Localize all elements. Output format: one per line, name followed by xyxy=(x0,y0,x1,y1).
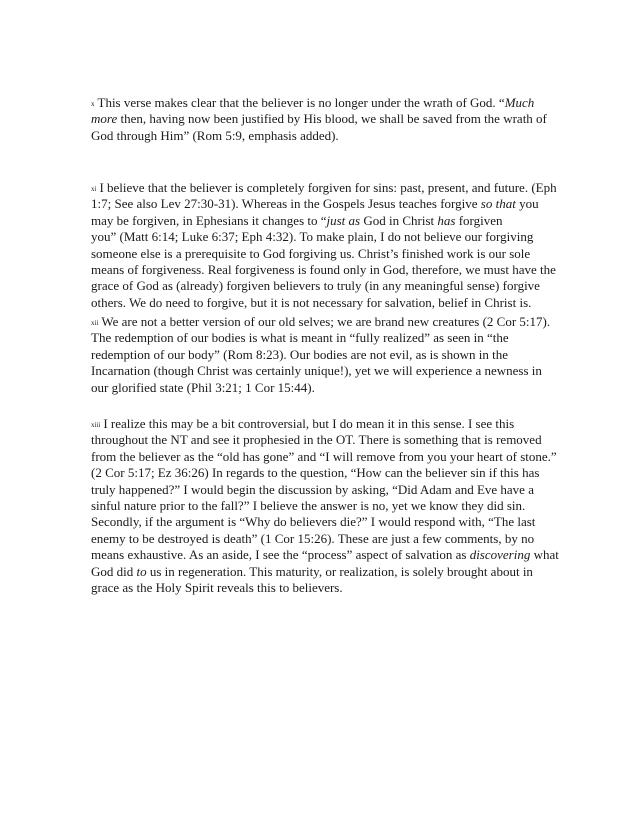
text-run: 1:7; See also Lev 27:30-31). Whereas in the Gospels Jesus teaches forgive xyxy=(91,196,481,212)
text-run: God through Him” (Rom 5:9, emphasis added). xyxy=(91,127,339,143)
text-run: truly happened?” I would begin the discussion by asking, “Did Adam and Eve have a xyxy=(91,481,534,497)
text-run: forgiven xyxy=(455,212,503,228)
text-run: you xyxy=(515,196,539,212)
text-run: enemy to be destroyed is death” (1 Cor 15:26). These are just a few comments, by no xyxy=(91,530,535,546)
endnote-line xyxy=(91,246,549,262)
text-run: may be forgiven, in Ephesians it changes to “ xyxy=(91,212,327,228)
endnote-line xyxy=(91,180,557,196)
endnote-line xyxy=(91,465,549,481)
emphasis-run: discovering xyxy=(469,547,531,563)
endnote-xi xyxy=(91,180,557,311)
text-run: This verse makes clear that the believer is no longer under the wrath of God. “ xyxy=(97,95,505,110)
endnote-line xyxy=(91,347,549,363)
text-run: redemption of our body” (Rom 8:23). Our bodies are not evil, as is shown in the xyxy=(91,346,509,362)
endnote-line xyxy=(91,564,549,580)
text-run: The redemption of our bodies is what is meant in “fully realized” as seen in “the xyxy=(91,330,509,346)
text-run: throughout the NT and see it prophesied in the OT. There is something that is removed xyxy=(91,432,542,448)
endnote-line xyxy=(91,482,549,498)
text-run: (2 Cor 5:17; Ez 36:26) In regards to the question, “How can the believer sin if this has xyxy=(91,465,540,481)
endnote-line xyxy=(91,278,549,294)
endnote-line xyxy=(91,262,556,278)
endnote-line xyxy=(91,416,549,432)
endnote-marker: xi xyxy=(91,185,97,193)
endnote-line xyxy=(91,363,549,379)
text-run: Incarnation (though Christ was certainly unique!), yet we will experience a newness in xyxy=(91,363,542,379)
emphasis-run: has xyxy=(437,212,456,228)
endnote-line xyxy=(91,128,549,144)
endnote-marker: xii xyxy=(91,319,99,327)
text-run: I realize this may be a bit controversial, but I do mean it in this sense. I see this xyxy=(103,416,515,431)
text-run: you” (Matt 6:14; Luke 6:37; Eph 4:32). To make plain, I do not believe our forgiving xyxy=(91,229,534,245)
text-run: from the believer as the “old has gone” and “I will remove from you your heart of stone.” xyxy=(91,448,557,464)
endnote-line xyxy=(91,448,557,465)
endnote-marker: x xyxy=(91,100,95,108)
endnote-line xyxy=(91,111,549,127)
endnote-marker: xiii xyxy=(91,421,101,429)
endnote-line xyxy=(91,295,549,311)
text-run: our glorified state (Phil 3:21; 1 Cor 15:44). xyxy=(91,379,315,395)
endnote-line xyxy=(91,95,549,111)
endnote-line xyxy=(91,580,549,596)
text-run: what xyxy=(530,547,559,563)
text-run: I believe that the believer is completely forgiven for sins: past, present, and future. (Eph xyxy=(99,180,557,195)
endnote-line xyxy=(91,380,549,396)
text-run: means of forgiveness. Real forgiveness is found only in God, therefore, we must have the xyxy=(91,262,556,278)
endnote-line xyxy=(91,432,549,448)
text-run: then, having now been justified by His blood, we shall be saved from the wrath of xyxy=(117,111,547,127)
text-run: Secondly, if the argument is “Why do believers die?” I would respond with, “The last xyxy=(91,514,536,530)
endnote-line xyxy=(91,531,549,547)
emphasis-run: Much xyxy=(504,95,535,110)
text-run: grace as the Holy Spirit reveals this to believers. xyxy=(91,580,343,596)
emphasis-run: just as xyxy=(326,212,361,228)
endnote-xiii xyxy=(91,416,559,596)
endnote-line xyxy=(91,514,549,530)
text-run: We are not a better version of our old selves; we are brand new creatures (2 Cor 5:17). xyxy=(101,314,551,329)
endnote-line xyxy=(91,498,549,514)
endnote-line xyxy=(91,196,549,212)
emphasis-run: more xyxy=(91,111,118,127)
endnote-line xyxy=(91,330,549,346)
endnote-xii xyxy=(91,314,549,396)
text-run: us in regeneration. This maturity, or realization, is solely brought about in xyxy=(146,563,533,579)
text-run: means exhaustive. As an aside, I see the “process” aspect of salvation as xyxy=(91,547,470,563)
emphasis-run: to xyxy=(136,563,147,579)
endnote-line xyxy=(91,213,549,229)
text-run: sinful nature prior to the fall?” I believe the answer is no, yet we know they did sin. xyxy=(91,498,526,514)
endnote-line xyxy=(91,229,549,245)
endnote-line xyxy=(91,314,549,330)
text-run: others. We do need to forgive, but it is not necessary for salvation, belief in Christ is. xyxy=(91,294,532,310)
text-run: God did xyxy=(91,563,137,579)
emphasis-run: so that xyxy=(480,196,516,212)
endnote-x xyxy=(91,95,549,144)
text-run: God in Christ xyxy=(360,212,438,228)
text-run: someone else is a prerequisite to God forgiving us. Christ’s finished work is our sole xyxy=(91,245,531,261)
endnote-line xyxy=(91,547,559,563)
text-run: grace of God as (already) forgiven believers to truly (in any meaningful sense) forgive xyxy=(91,278,540,294)
